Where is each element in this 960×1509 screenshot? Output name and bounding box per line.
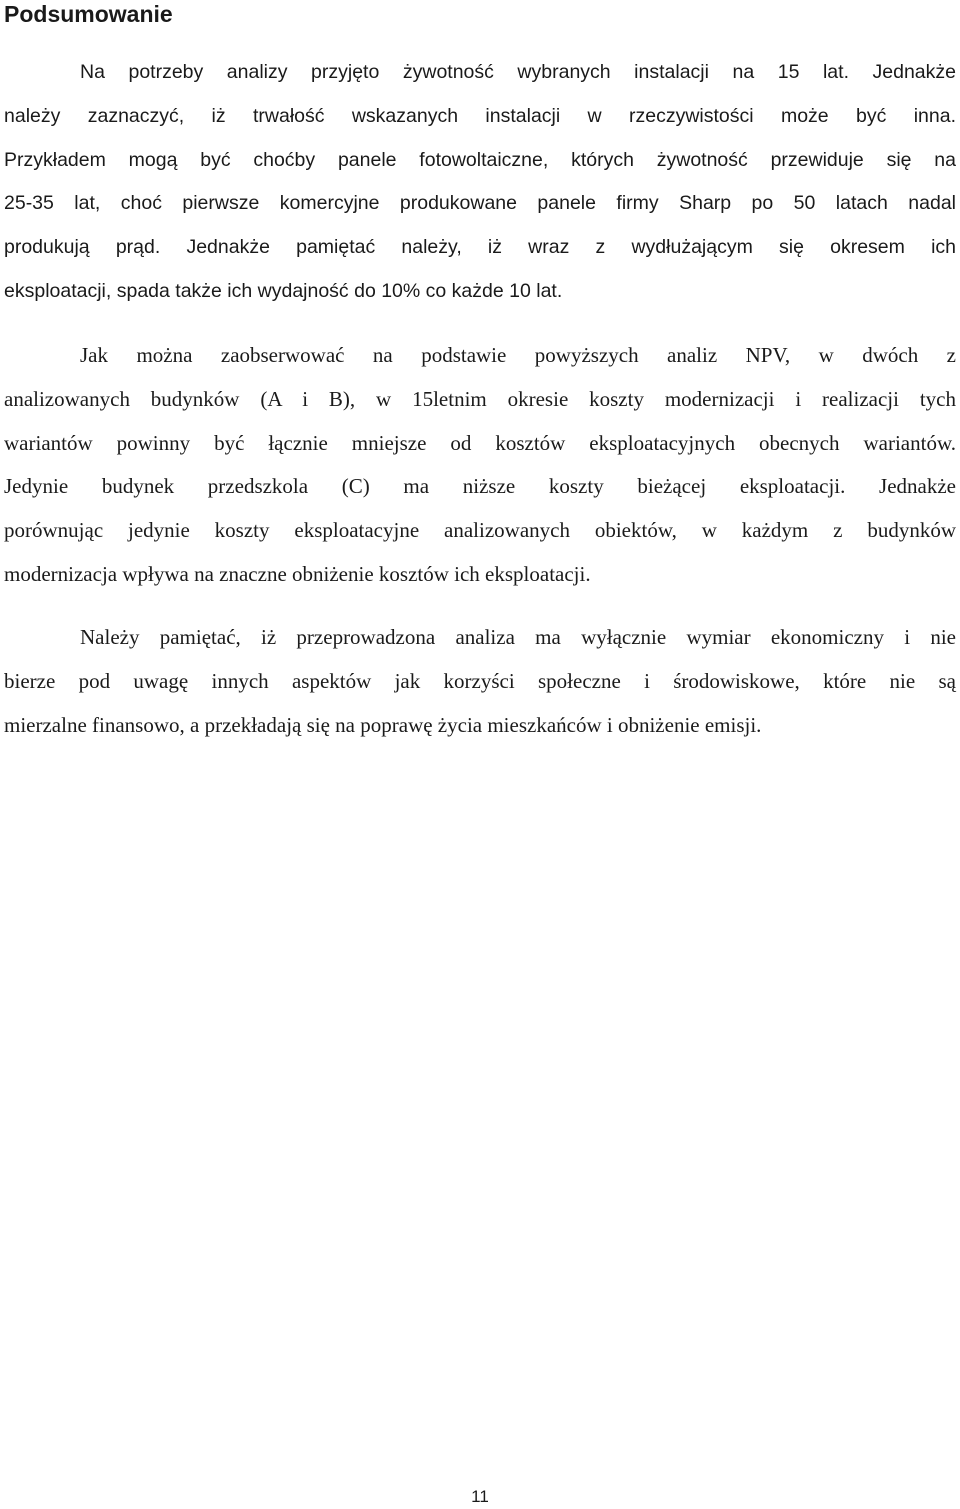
- page-number: 11: [471, 1487, 489, 1506]
- paragraph-line: eksploatacji, spada także ich wydajność do 10% co każde 10 lat.: [4, 279, 563, 302]
- paragraph-line: analizowanych budynków (A i B), w 15letnim okresie koszty modernizacji i realizacji tych: [4, 386, 956, 411]
- paragraph-line: należy zaznaczyć, iż trwałość wskazanych instalacji w rzeczywistości może być inna.: [4, 104, 956, 127]
- section-heading: Podsumowanie: [4, 1, 173, 27]
- paragraph-line: modernizacja wpływa na znaczne obniżenie kosztów ich eksploatacji.: [4, 561, 591, 586]
- paragraph-line: porównując jedynie koszty eksploatacyjne analizowanych obiektów, w każdym z budynków: [4, 518, 956, 543]
- paragraph-line: bierze pod uwagę innych aspektów jak korzyści społeczne i środowiskowe, które nie są: [4, 668, 956, 693]
- paragraph-line: 25-35 lat, choć pierwsze komercyjne produkowane panele firmy Sharp po 50 latach nadal: [4, 192, 956, 215]
- paragraph-line: Jedynie budynek przedszkola (C) ma niższe koszty bieżącej eksploatacji. Jednakże: [4, 474, 956, 499]
- paragraph-line: Na potrzeby analizy przyjęto żywotność wybranych instalacji na 15 lat. Jednakże: [80, 61, 956, 83]
- paragraph-line: wariantów powinny być łącznie mniejsze od kosztów eksploatacyjnych obecnych wariantów.: [4, 430, 956, 455]
- paragraph-line: Jak można zaobserwować na podstawie powyższych analiz NPV, w dwóch z: [80, 343, 956, 367]
- paragraph-economic-scope: [4, 616, 956, 747]
- paragraph-npv-analysis: [4, 334, 956, 597]
- paragraph-line: Przykładem mogą być choćby panele fotowoltaiczne, których żywotność przewiduje się na: [4, 148, 956, 171]
- paragraph-lifetime: [4, 51, 956, 314]
- paragraph-line: produkują prąd. Jednakże pamiętać należy, iż wraz z wydłużającym się okresem ich: [4, 236, 956, 259]
- paragraph-line: mierzalne finansowo, a przekładają się na poprawę życia mieszkańców i obniżenie emisji.: [4, 712, 762, 737]
- paragraph-line: Należy pamiętać, iż przeprowadzona analiza ma wyłącznie wymiar ekonomiczny i nie: [80, 625, 956, 649]
